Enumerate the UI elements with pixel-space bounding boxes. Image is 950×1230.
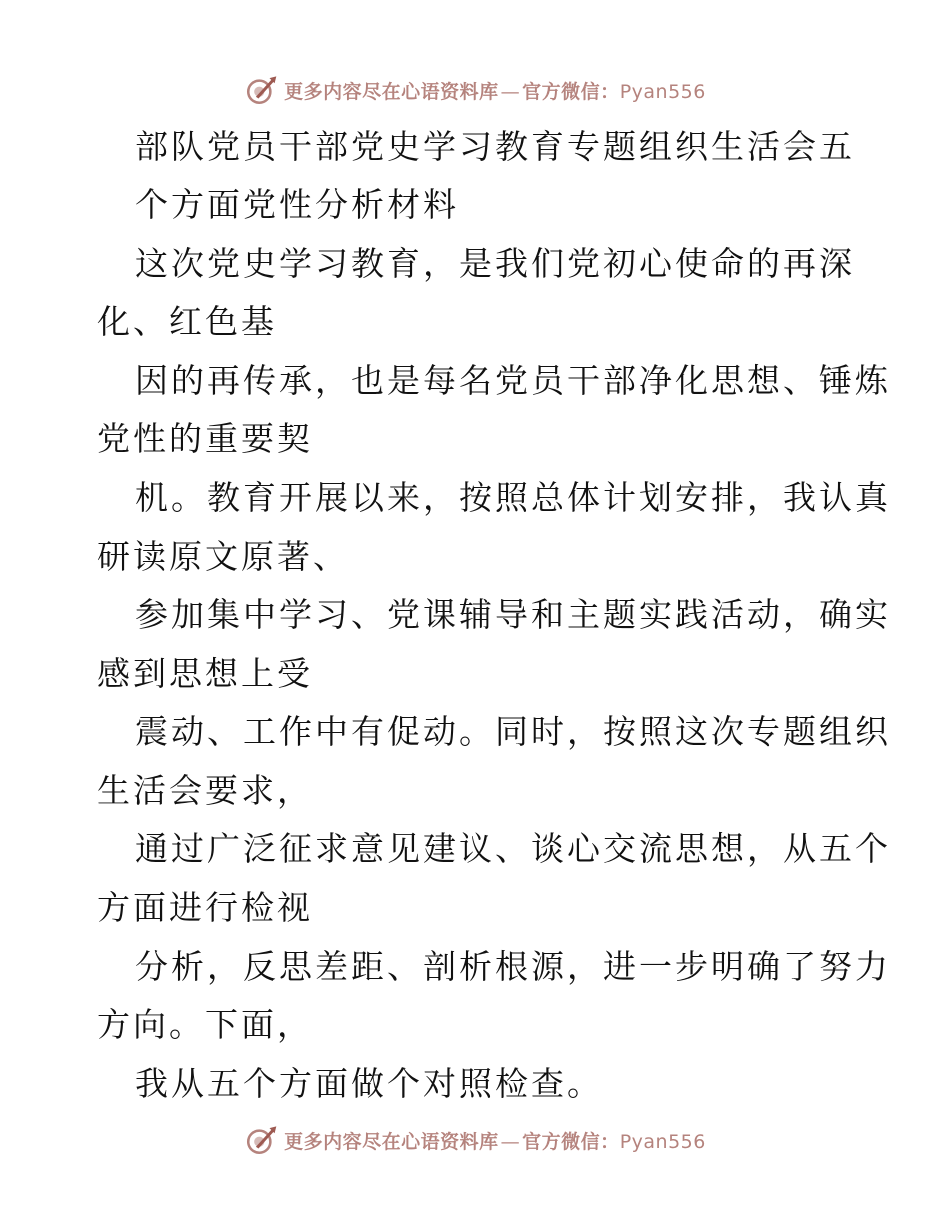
paragraph-line: 研读原文原著、 [97,537,349,576]
quill-pen-logo-icon [244,73,278,107]
paragraph-line: 方向。下面， [97,1005,313,1044]
paragraph-line: 因的再传承，也是每名党员干部净化思想、锤炼 [135,361,891,400]
quill-pen-logo-icon [244,1123,278,1157]
paragraph-line: 这次党史学习教育，是我们党初心使命的再深 [135,244,855,283]
paragraph-line: 方面进行检视 [97,888,313,927]
watermark-dash: — [500,80,521,103]
paragraph-line: 生活会要求， [97,771,313,810]
title-line-2: 个方面党性分析材料 [135,185,459,224]
watermark-text [284,77,706,104]
watermark-dash: — [500,1130,521,1153]
watermark-text [284,1127,706,1154]
title-line-1: 部队党员干部党史学习教育专题组织生活会五 [135,127,855,166]
watermark-official: 官方微信： [522,1130,620,1153]
paragraph-line: 党性的重要契 [97,419,313,458]
header-watermark [0,70,950,110]
paragraph-line: 化、红色基 [97,302,277,341]
footer-watermark [0,1120,950,1160]
paragraph-line: 机。教育开展以来，按照总体计划安排，我认真 [135,478,891,517]
watermark-brand: 更多内容尽在心语资料库 [284,80,499,103]
paragraph-line: 通过广泛征求意见建议、谈心交流思想，从五个 [135,829,891,868]
watermark-official: 官方微信： [522,80,620,103]
paragraph-line: 分析，反思差距、剖析根源，进一步明确了努力 [135,947,891,986]
watermark-wechat-id: Pyan556 [619,80,706,103]
paragraph-line: 震动、工作中有促动。同时，按照这次专题组织 [135,712,891,751]
paragraph-line: 参加集中学习、党课辅导和主题实践活动，确实 [135,595,891,634]
watermark-wechat-id: Pyan556 [619,1130,706,1153]
watermark-brand: 更多内容尽在心语资料库 [284,1130,499,1153]
paragraph-line: 感到思想上受 [97,654,313,693]
paragraph-line: 我从五个方面做个对照检查。 [135,1064,603,1103]
